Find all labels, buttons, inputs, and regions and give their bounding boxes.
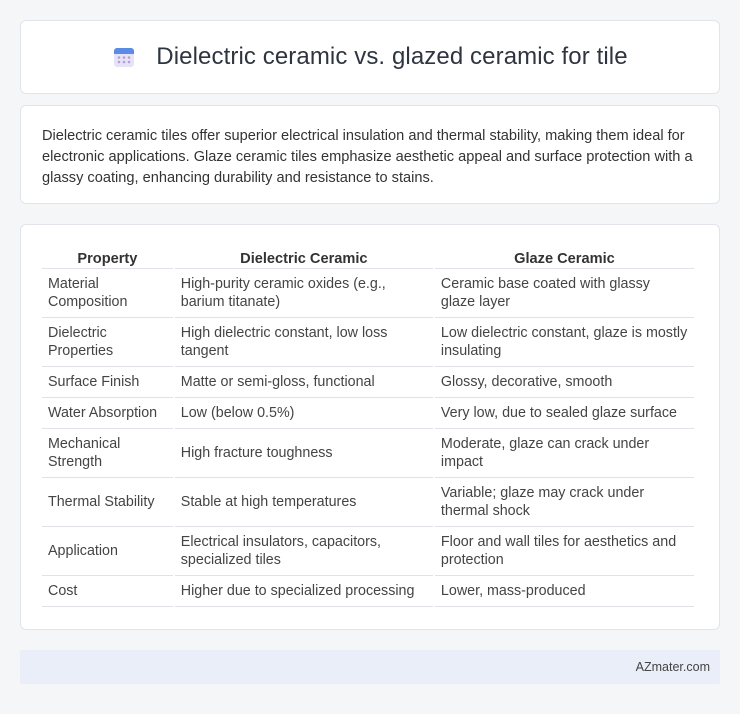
property-cell: Material Composition bbox=[42, 269, 173, 318]
comparison-table bbox=[40, 243, 696, 607]
table-row bbox=[42, 527, 694, 576]
property-cell: Cost bbox=[42, 576, 173, 607]
dielectric-cell: Electrical insulators, capacitors, specialized tiles bbox=[175, 527, 433, 576]
comparison-table-card bbox=[20, 224, 720, 630]
column-header-glaze: Glaze Ceramic bbox=[435, 243, 694, 269]
glaze-cell: Very low, due to sealed glaze surface bbox=[435, 398, 694, 429]
dielectric-cell: Higher due to specialized processing bbox=[175, 576, 433, 607]
title-card bbox=[20, 20, 720, 94]
property-cell: Water Absorption bbox=[42, 398, 173, 429]
glaze-cell: Lower, mass-produced bbox=[435, 576, 694, 607]
property-cell: Surface Finish bbox=[42, 367, 173, 398]
table-row bbox=[42, 429, 694, 478]
property-cell: Thermal Stability bbox=[42, 478, 173, 527]
dielectric-cell: High dielectric constant, low loss tangent bbox=[175, 318, 433, 367]
glaze-cell: Ceramic base coated with glassy glaze layer bbox=[435, 269, 694, 318]
intro-card bbox=[20, 105, 720, 204]
calendar-icon bbox=[112, 45, 136, 69]
table-row bbox=[42, 269, 694, 318]
dielectric-cell: Stable at high temperatures bbox=[175, 478, 433, 527]
glaze-cell: Low dielectric constant, glaze is mostly insulating bbox=[435, 318, 694, 367]
column-header-property: Property bbox=[42, 243, 173, 269]
glaze-cell: Glossy, decorative, smooth bbox=[435, 367, 694, 398]
page-title: Dielectric ceramic vs. glazed ceramic for tile bbox=[156, 43, 628, 70]
table-row bbox=[42, 398, 694, 429]
dielectric-cell: High fracture toughness bbox=[175, 429, 433, 478]
intro-text: Dielectric ceramic tiles offer superior electrical insulation and thermal stability, making them ideal for electronic applications. Glaze ceramic tiles emphasize aesthetic appeal and surface protection with a glassy coating, enhancing durability and resistance to stains. bbox=[42, 128, 693, 186]
dielectric-cell: High-purity ceramic oxides (e.g., barium titanate) bbox=[175, 269, 433, 318]
dielectric-cell: Matte or semi-gloss, functional bbox=[175, 367, 433, 398]
table-header-row bbox=[42, 243, 694, 269]
dielectric-cell: Low (below 0.5%) bbox=[175, 398, 433, 429]
glaze-cell: Moderate, glaze can crack under impact bbox=[435, 429, 694, 478]
glaze-cell: Variable; glaze may crack under thermal shock bbox=[435, 478, 694, 527]
footer-brand[interactable]: AZmater.com bbox=[635, 660, 710, 674]
property-cell: Mechanical Strength bbox=[42, 429, 173, 478]
property-cell: Application bbox=[42, 527, 173, 576]
glaze-cell: Floor and wall tiles for aesthetics and protection bbox=[435, 527, 694, 576]
column-header-dielectric: Dielectric Ceramic bbox=[175, 243, 433, 269]
footer-bar bbox=[20, 650, 720, 684]
table-row bbox=[42, 367, 694, 398]
title-wrap bbox=[112, 43, 627, 71]
table-row bbox=[42, 576, 694, 607]
table-row bbox=[42, 318, 694, 367]
property-cell: Dielectric Properties bbox=[42, 318, 173, 367]
table-row bbox=[42, 478, 694, 527]
